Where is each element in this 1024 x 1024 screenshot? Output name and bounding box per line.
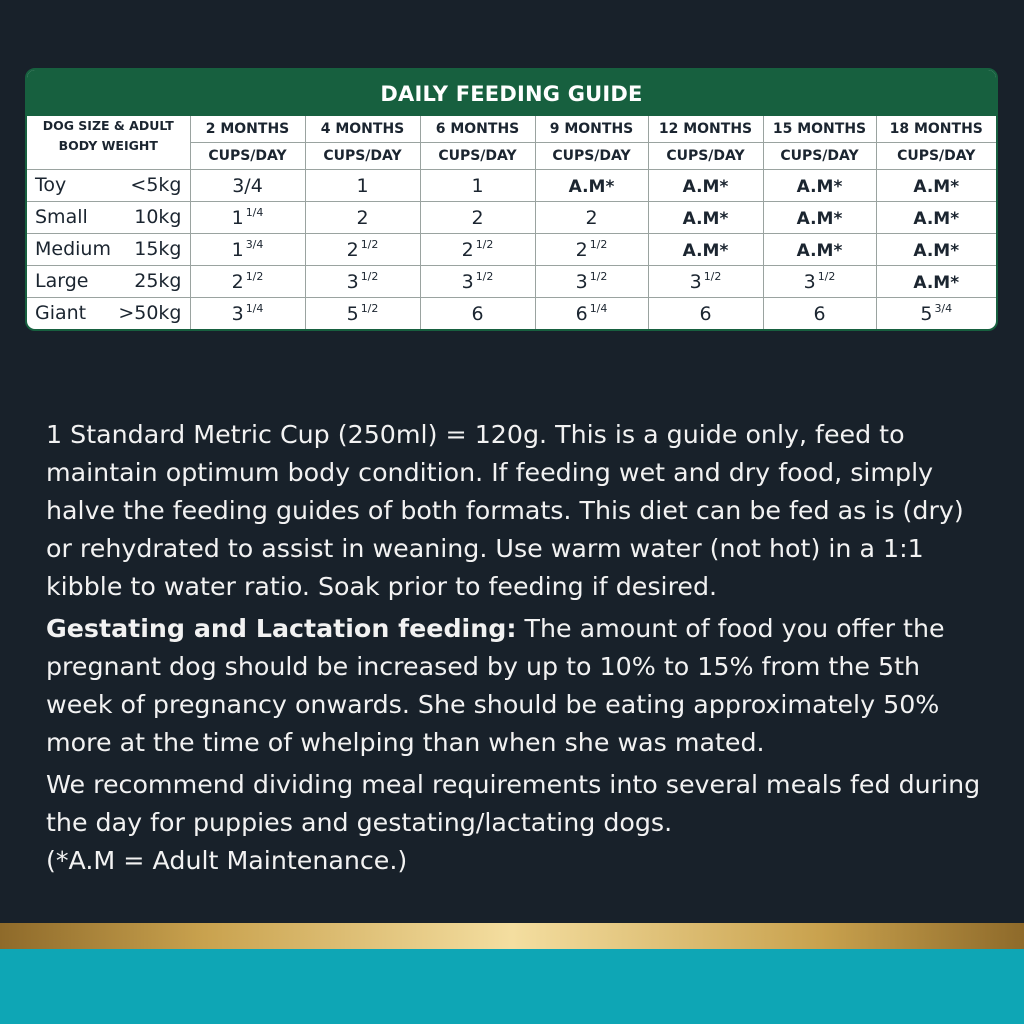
size-header-line1: DOG SIZE & ADULT — [42, 118, 174, 133]
cups-value: A.M* — [682, 208, 729, 229]
age-header: 12 MONTHS — [648, 116, 763, 143]
feeding-guide-title: DAILY FEEDING GUIDE — [27, 70, 996, 116]
cups-value: 2 — [471, 206, 484, 229]
cups-per-day-cell — [305, 298, 420, 330]
cups-value: 2 — [575, 239, 588, 261]
feeding-guide-card — [25, 68, 998, 331]
size-header-line2: BODY WEIGHT — [58, 138, 158, 153]
cups-value: 1 — [231, 239, 244, 261]
cups-per-day-cell — [876, 266, 996, 298]
cups-value: 6 — [575, 303, 588, 325]
feeding-guide-table — [27, 116, 996, 329]
dog-size-cell — [27, 266, 190, 298]
cups-per-day-cell — [876, 298, 996, 330]
cups-per-day-cell — [648, 266, 763, 298]
age-header: 6 MONTHS — [420, 116, 535, 143]
teal-band-decoration — [0, 949, 1024, 1024]
age-header: 2 MONTHS — [190, 116, 305, 143]
table-row — [27, 266, 996, 298]
cups-value: 3 — [231, 303, 244, 325]
cups-per-day-cell — [763, 202, 876, 234]
cups-value: 2 — [346, 239, 359, 261]
unit-header: CUPS/DAY — [305, 143, 420, 170]
cups-per-day-cell — [420, 170, 535, 202]
cups-fraction: 1/4 — [245, 302, 264, 315]
cups-per-day-cell — [535, 170, 648, 202]
cups-fraction: 1/2 — [475, 270, 494, 283]
cups-fraction: 1/2 — [589, 238, 608, 251]
cups-per-day-cell — [876, 170, 996, 202]
gold-band-decoration — [0, 923, 1024, 949]
cups-fraction: 1/2 — [475, 238, 494, 251]
cups-per-day-cell — [420, 298, 535, 330]
cups-value: 6 — [471, 302, 484, 325]
table-row — [27, 170, 996, 202]
cups-value: 5 — [346, 303, 359, 325]
cups-per-day-cell — [420, 266, 535, 298]
notes-paragraph-serving: 1 Standard Metric Cup (250ml) = 120g. This is a guide only, feed to maintain optimum body condition. If feeding wet and dry food, simply halve the feeding guides of both formats. This diet can be fed as is (dry) or rehydrated to assist in weaning. Use warm water (not hot) in a 1:1 kibble to water ratio. Soak prior to feeding if desired. — [46, 420, 964, 601]
cups-value: 3/4 — [232, 174, 263, 197]
gestating-text: The amount of food you offer the pregnant dog should be increased by up to 10% to 15% from the 5th week of pregnancy onwards. She should be eating approximately 50% more at the time of whelping than when she was mated. — [46, 614, 945, 757]
cups-value: 3 — [346, 271, 359, 293]
age-header: 15 MONTHS — [763, 116, 876, 143]
dog-size-cell — [27, 234, 190, 266]
unit-header: CUPS/DAY — [420, 143, 535, 170]
cups-per-day-cell — [876, 234, 996, 266]
cups-per-day-cell — [190, 298, 305, 330]
unit-header: CUPS/DAY — [876, 143, 996, 170]
cups-per-day-cell — [648, 234, 763, 266]
dog-weight-label: 25kg — [134, 270, 182, 292]
cups-per-day-cell — [763, 170, 876, 202]
table-row — [27, 234, 996, 266]
cups-value: 2 — [461, 239, 474, 261]
cups-fraction: 3/4 — [245, 238, 264, 251]
cups-per-day-cell — [648, 298, 763, 330]
cups-fraction: 1/2 — [589, 270, 608, 283]
cups-value: A.M* — [913, 176, 960, 197]
cups-fraction: 1/4 — [245, 206, 264, 219]
dog-size-label: Giant — [35, 302, 87, 324]
notes-paragraph-meals: We recommend dividing meal requirements into several meals fed during the day for puppies and gestating/lactating dogs. — [46, 770, 981, 837]
notes-paragraph-gestating — [46, 610, 986, 762]
cups-value: 6 — [813, 302, 826, 325]
cups-value: A.M* — [682, 240, 729, 261]
cups-per-day-cell — [535, 298, 648, 330]
cups-per-day-cell — [535, 266, 648, 298]
cups-fraction: 1/2 — [245, 270, 264, 283]
cups-value: A.M* — [682, 176, 729, 197]
cups-value: 6 — [699, 302, 712, 325]
cups-fraction: 3/4 — [934, 302, 953, 315]
dog-weight-label: >50kg — [118, 302, 182, 324]
cups-value: A.M* — [796, 240, 843, 261]
dog-weight-label: 10kg — [134, 206, 182, 228]
cups-fraction: 1/2 — [703, 270, 722, 283]
cups-fraction: 1/4 — [589, 302, 608, 315]
cups-value: 2 — [585, 206, 598, 229]
cups-value: 3 — [461, 271, 474, 293]
cups-fraction: 1/2 — [360, 302, 379, 315]
cups-value: 3 — [803, 271, 816, 293]
age-header: 18 MONTHS — [876, 116, 996, 143]
cups-fraction: 1/2 — [360, 238, 379, 251]
cups-value: 2 — [356, 206, 369, 229]
cups-per-day-cell — [763, 298, 876, 330]
unit-header: CUPS/DAY — [763, 143, 876, 170]
cups-value: 3 — [575, 271, 588, 293]
age-header: 9 MONTHS — [535, 116, 648, 143]
cups-value: 5 — [920, 303, 933, 325]
cups-per-day-cell — [420, 234, 535, 266]
cups-per-day-cell — [648, 202, 763, 234]
cups-per-day-cell — [535, 202, 648, 234]
dog-size-label: Small — [35, 206, 88, 228]
cups-per-day-cell — [305, 202, 420, 234]
dog-size-cell — [27, 202, 190, 234]
unit-header: CUPS/DAY — [535, 143, 648, 170]
feeding-notes — [46, 416, 986, 884]
cups-per-day-cell — [190, 266, 305, 298]
cups-per-day-cell — [420, 202, 535, 234]
cups-value: 1 — [471, 174, 484, 197]
dog-size-label: Medium — [35, 238, 111, 260]
cups-value: 3 — [689, 271, 702, 293]
cups-per-day-cell — [190, 202, 305, 234]
cups-fraction: 1/2 — [817, 270, 836, 283]
dog-size-label: Large — [35, 270, 89, 292]
dog-weight-label: <5kg — [130, 174, 182, 196]
cups-per-day-cell — [190, 170, 305, 202]
cups-per-day-cell — [763, 234, 876, 266]
age-header: 4 MONTHS — [305, 116, 420, 143]
unit-header: CUPS/DAY — [190, 143, 305, 170]
size-weight-header — [27, 116, 190, 170]
cups-per-day-cell — [190, 234, 305, 266]
cups-per-day-cell — [763, 266, 876, 298]
table-row — [27, 298, 996, 330]
cups-value: A.M* — [568, 176, 615, 197]
cups-per-day-cell — [305, 266, 420, 298]
cups-value: 1 — [231, 207, 244, 229]
cups-per-day-cell — [876, 202, 996, 234]
cups-per-day-cell — [535, 234, 648, 266]
cups-value: 2 — [231, 271, 244, 293]
cups-value: A.M* — [913, 208, 960, 229]
cups-fraction: 1/2 — [360, 270, 379, 283]
unit-header: CUPS/DAY — [648, 143, 763, 170]
dog-size-label: Toy — [35, 174, 67, 196]
cups-value: A.M* — [913, 240, 960, 261]
cups-value: A.M* — [796, 208, 843, 229]
cups-per-day-cell — [305, 170, 420, 202]
cups-value: 1 — [356, 174, 369, 197]
cups-value: A.M* — [796, 176, 843, 197]
cups-value: A.M* — [913, 272, 960, 293]
feeding-guide-body — [27, 170, 996, 330]
dog-size-cell — [27, 170, 190, 202]
table-row — [27, 202, 996, 234]
notes-paragraph-am-key: (*A.M = Adult Maintenance.) — [46, 846, 408, 875]
dog-size-cell — [27, 298, 190, 330]
gestating-heading: Gestating and Lactation feeding: — [46, 614, 517, 643]
cups-per-day-cell — [648, 170, 763, 202]
cups-per-day-cell — [305, 234, 420, 266]
dog-weight-label: 15kg — [134, 238, 182, 260]
